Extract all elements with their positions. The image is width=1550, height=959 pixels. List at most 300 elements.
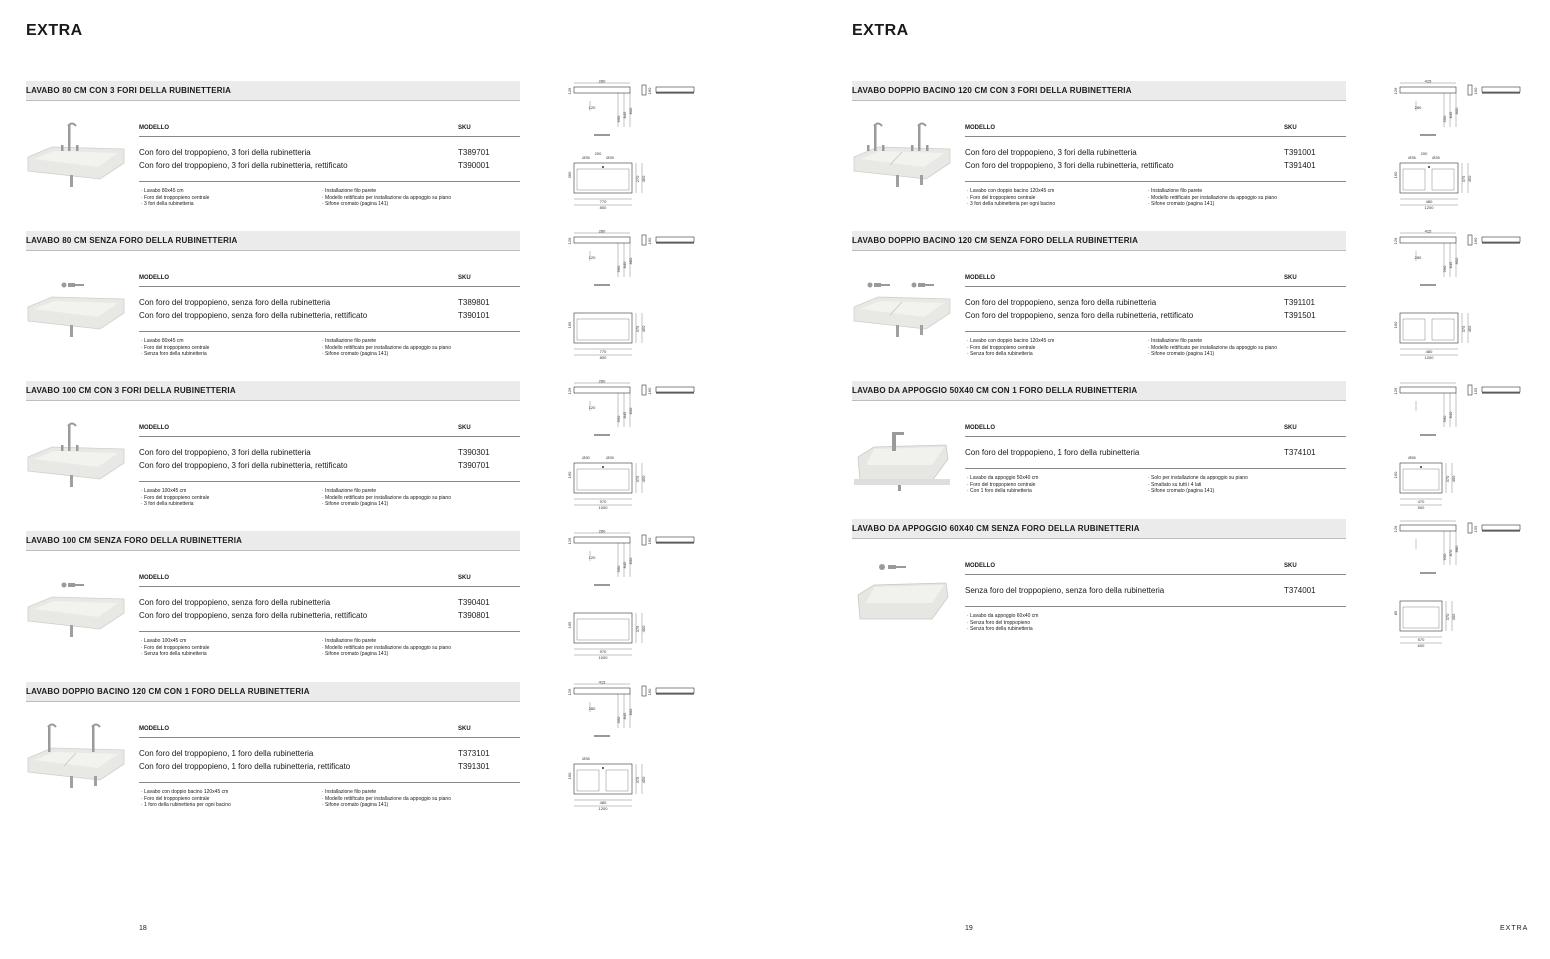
model-description: Con foro del troppopieno, 3 fori della rubinetteria <box>965 148 1137 157</box>
model-description: Con foro del troppopieno, 3 fori della rubinetteria, rettificato <box>139 161 348 170</box>
dimension-label: 160 <box>1393 321 1398 329</box>
header-divider <box>139 286 520 287</box>
product-image <box>852 119 952 191</box>
column-header-sku: SKU <box>458 726 471 732</box>
dimension-label: 126 <box>1393 525 1398 533</box>
product-section <box>852 519 1346 659</box>
dimension-label: 160 <box>647 688 652 696</box>
sku-code: T390001 <box>458 161 490 170</box>
product-section <box>26 531 520 671</box>
dimension-label: 450 <box>1467 325 1472 333</box>
column-header-model: MODELLO <box>139 726 169 732</box>
feature-item: · Solo per installazione da appoggio su piano <box>1148 475 1248 481</box>
column-header-sku: SKU <box>458 275 471 281</box>
dimension-label: 165 <box>567 321 572 329</box>
dimension-label: 126 <box>567 387 572 395</box>
dimension-label: 160 <box>1393 471 1398 479</box>
side-view-drawing <box>1393 521 1520 573</box>
feature-item: · Installazione filo parete <box>322 188 377 194</box>
section-header <box>852 519 1346 539</box>
sku-code: T391401 <box>1284 161 1316 170</box>
dimension-label: 85 <box>1393 610 1398 616</box>
dimension-label: 126 <box>567 237 572 245</box>
faucet-icon <box>867 124 929 152</box>
dimension-label: 800 <box>628 708 633 716</box>
table-divider <box>965 181 1346 182</box>
feature-item: · Foro del troppopieno centrale <box>141 344 210 351</box>
running-footer: EXTRA <box>1500 925 1529 932</box>
dimension-label: 160 <box>647 237 652 245</box>
technical-drawing <box>560 79 700 213</box>
plan-view-drawing <box>567 756 646 811</box>
dimension-label: 500 <box>1417 505 1425 510</box>
dimension-label: 845 <box>622 111 627 119</box>
technical-drawing <box>1386 79 1526 213</box>
wall-spout-icon <box>62 283 85 288</box>
table-row <box>965 298 1346 310</box>
model-description: Con foro del troppopieno, senza foro della rubinetteria, rettificato <box>139 611 368 620</box>
feature-item: · Lavabo 80x45 cm <box>141 338 184 344</box>
dimension-label: 1200 <box>1424 355 1434 360</box>
dimension-label: 415 <box>598 680 606 685</box>
dimension-label: 450 <box>641 175 646 183</box>
dimension-label: 1200 <box>598 806 608 811</box>
features-list-right <box>322 789 451 809</box>
dimension-label: 370 <box>1445 613 1450 621</box>
model-description: Con foro del troppopieno, senza foro della rubinetteria <box>139 598 331 607</box>
table-row <box>139 298 520 310</box>
section-title: LAVABO DA APPOGGIO 60X40 CM SENZA FORO DELLA RUBINETTERIA <box>852 524 1140 533</box>
feature-item: · Lavabo con doppio bacino 120x45 cm <box>141 789 229 795</box>
table-divider <box>139 782 520 783</box>
dimension-label: 160 <box>647 387 652 395</box>
plan-view-drawing <box>1393 455 1456 510</box>
dimension-label: Ø39 <box>606 155 614 160</box>
model-description: Con foro del troppopieno, 1 foro della rubinetteria <box>965 448 1140 457</box>
side-view-drawing <box>567 680 694 736</box>
dimension-label: 470 <box>1417 499 1425 504</box>
dimension-label: 450 <box>641 776 646 784</box>
section-title: LAVABO 80 CM SENZA FORO DELLA RUBINETTERIA <box>26 236 238 245</box>
dimension-label: 970 <box>599 649 607 654</box>
product-section <box>852 381 1346 521</box>
product-image <box>852 557 952 629</box>
table-row <box>139 311 520 323</box>
model-description: Con foro del troppopieno, senza foro della rubinetteria <box>965 298 1157 307</box>
basin-body <box>854 297 950 337</box>
feature-item: · 3 fori della rubinetteria <box>141 501 194 507</box>
dimension-label: 880 <box>1454 545 1459 553</box>
dimension-label: 165 <box>567 621 572 629</box>
sku-code: T390701 <box>458 461 490 470</box>
sku-code: T374101 <box>1284 448 1316 457</box>
table-row <box>139 148 520 160</box>
model-description: Con foro del troppopieno, 1 foro della rubinetteria, rettificato <box>139 762 351 771</box>
features-list-left <box>967 475 1038 495</box>
header-divider <box>139 586 520 587</box>
technical-drawing <box>560 229 700 363</box>
product-image <box>852 269 952 341</box>
features-list-right <box>1148 188 1277 208</box>
feature-item: · Senza foro della rubinetteria <box>967 626 1033 632</box>
dimension-label: 845 <box>622 411 627 419</box>
table-divider <box>139 331 520 332</box>
basin-body <box>28 447 124 487</box>
column-header-sku: SKU <box>1284 563 1297 569</box>
table-row <box>965 161 1346 173</box>
sku-code: T390801 <box>458 611 490 620</box>
feature-item: · Con 1 foro della rubinetteria <box>967 488 1032 494</box>
sku-code: T390301 <box>458 448 490 457</box>
column-header-model: MODELLO <box>139 575 169 581</box>
dimension-label: 450 <box>1467 175 1472 183</box>
dimension-label: 360 <box>567 171 572 179</box>
dimension-label: 120 <box>588 555 596 560</box>
features-list-left <box>141 789 231 809</box>
plan-view-drawing <box>567 313 646 360</box>
dimension-label: 570 <box>1417 637 1425 642</box>
features-list-right <box>322 338 451 358</box>
dimension-label: 590 <box>616 415 621 423</box>
feature-item: · Sifone cromato (pagina 141) <box>322 501 389 507</box>
dimension-label: 160 <box>1393 171 1398 179</box>
header-divider <box>965 436 1346 437</box>
dimension-label: 126 <box>567 87 572 95</box>
product-image <box>26 419 126 491</box>
sku-code: T390101 <box>458 311 490 320</box>
page-number: 18 <box>139 925 147 932</box>
dimension-label: Ø55 <box>1408 455 1416 460</box>
faucet-icon <box>61 124 79 152</box>
dimension-label: 590 <box>616 265 621 273</box>
model-description: Con foro del troppopieno, senza foro della rubinetteria <box>139 298 331 307</box>
feature-item: · Sifone cromato (pagina 141) <box>1148 488 1215 494</box>
section-header <box>26 381 520 401</box>
feature-item: · Sifone cromato (pagina 141) <box>322 201 389 207</box>
dimension-label: 160 <box>567 471 572 479</box>
features-list-left <box>967 338 1054 358</box>
technical-drawing <box>1386 229 1526 363</box>
dimension-label: 375 <box>1461 325 1466 333</box>
dimension-label: 280 <box>598 79 606 84</box>
dimension-label: 126 <box>567 537 572 545</box>
dimension-label: 375 <box>1461 175 1466 183</box>
section-title: LAVABO DOPPIO BACINO 120 CM SENZA FORO DELLA RUBINETTERIA <box>852 236 1139 245</box>
dimension-label: 800 <box>599 355 607 360</box>
dimension-label: 450 <box>641 475 646 483</box>
dimension-label: 415 <box>1424 229 1432 234</box>
table-row <box>139 762 520 774</box>
feature-item: · Foro del troppopieno centrale <box>141 644 210 651</box>
side-view-drawing <box>567 529 694 585</box>
dimension-label: 200 <box>594 151 602 156</box>
feature-item: · Lavabo con doppio bacino 120x45 cm <box>967 188 1055 194</box>
dimension-label: Ø30 <box>582 455 590 460</box>
dimension-label: 450 <box>641 625 646 633</box>
basin-body <box>28 597 124 637</box>
dimension-label: 415 <box>1424 79 1432 84</box>
table-divider <box>139 481 520 482</box>
faucet-icon <box>61 424 79 452</box>
plan-view-drawing <box>1393 601 1456 648</box>
dimension-label: 126 <box>1393 387 1398 395</box>
wall-spout-icon <box>62 583 85 588</box>
column-header-sku: SKU <box>458 575 471 581</box>
table-row <box>139 161 520 173</box>
feature-item: · Sifone cromato (pagina 141) <box>322 802 389 808</box>
table-row <box>965 448 1346 460</box>
side-view-drawing <box>1393 229 1520 285</box>
dimension-label: 375 <box>635 325 640 333</box>
right-page <box>826 0 1550 959</box>
section-title: LAVABO DOPPIO BACINO 120 CM CON 3 FORI DELLA RUBINETTERIA <box>852 86 1132 95</box>
dimension-label: Ø39 <box>1432 155 1440 160</box>
dimension-label: 800 <box>599 205 607 210</box>
dimension-label: 800 <box>1454 257 1459 265</box>
dimension-label: 480 <box>1425 349 1433 354</box>
dimension-label: 590 <box>1442 115 1447 123</box>
feature-item: · Foro del troppopieno centrale <box>141 194 210 201</box>
side-view-drawing <box>1393 79 1520 135</box>
features-list-right <box>322 638 451 658</box>
technical-drawing <box>560 680 700 814</box>
column-header-model: MODELLO <box>965 125 995 131</box>
feature-item: · Senza foro della rubinetteria <box>141 651 207 657</box>
table-row <box>139 461 520 473</box>
section-header <box>26 682 520 702</box>
feature-item: · Foro del troppopieno centrale <box>967 481 1036 488</box>
feature-item: · Foro del troppopieno centrale <box>141 795 210 802</box>
sku-code: T391301 <box>458 762 490 771</box>
header-divider <box>139 737 520 738</box>
dimension-label: 870 <box>1448 549 1453 557</box>
feature-item: · Foro del troppopieno centrale <box>967 344 1036 351</box>
dimension-label: 480 <box>599 800 607 805</box>
features-list-left <box>141 338 209 358</box>
dimension-label: 590 <box>616 565 621 573</box>
column-header-sku: SKU <box>458 125 471 131</box>
feature-item: · Lavabo da appoggio 60x40 cm <box>967 613 1039 619</box>
sku-code: T391101 <box>1284 298 1315 307</box>
table-divider <box>965 468 1346 469</box>
plan-view-drawing <box>1393 151 1472 210</box>
sku-code: T374001 <box>1284 586 1316 595</box>
model-description: Con foro del troppopieno, senza foro della rubinetteria, rettificato <box>139 311 368 320</box>
dimension-label: 155 <box>1473 525 1478 533</box>
feature-item: · Lavabo da appoggio 50x40 cm <box>967 475 1039 481</box>
page-number: 19 <box>965 925 973 932</box>
table-row <box>965 586 1346 598</box>
dimension-label: 280 <box>598 379 606 384</box>
product-section <box>26 682 520 822</box>
side-view-drawing <box>567 79 694 135</box>
basin-body <box>858 583 948 619</box>
dimension-label: 845 <box>1448 261 1453 269</box>
sku-code: T389801 <box>458 298 490 307</box>
model-description: Senza foro del troppopieno, senza foro della rubinetteria <box>965 586 1165 595</box>
column-header-sku: SKU <box>1284 125 1297 131</box>
section-title: LAVABO 100 CM CON 3 FORI DELLA RUBINETTERIA <box>26 386 236 395</box>
dimension-label: 590 <box>1442 265 1447 273</box>
dimension-label: 280 <box>1414 105 1422 110</box>
wall-spout-icon <box>868 283 935 288</box>
plan-view-drawing <box>1393 313 1472 360</box>
dimension-label: 126 <box>1393 87 1398 95</box>
dimension-label: 1000 <box>598 655 608 660</box>
feature-item: · Senza foro della rubinetteria <box>967 351 1033 357</box>
product-section <box>852 231 1346 371</box>
dimension-label: 845 <box>622 712 627 720</box>
product-image <box>26 269 126 341</box>
feature-item: · Modello rettificato per installazione da appoggio su piano <box>1148 194 1277 201</box>
dimension-label: 126 <box>567 688 572 696</box>
features-list-left <box>141 488 209 508</box>
column-header-model: MODELLO <box>965 275 995 281</box>
dimension-label: 200 <box>1420 151 1428 156</box>
plan-view-drawing <box>567 151 646 210</box>
feature-item: · Lavabo 100x45 cm <box>141 638 187 644</box>
dimension-label: 270 <box>635 175 640 183</box>
feature-item: · Lavabo 80x45 cm <box>141 188 184 194</box>
sku-code: T391001 <box>1284 148 1316 157</box>
table-row <box>139 611 520 623</box>
feature-item: · Modello rettificato per installazione da appoggio su piano <box>322 344 451 351</box>
feature-item: · Installazione filo parete <box>322 789 377 795</box>
basin-body <box>854 147 950 187</box>
basin-body <box>28 297 124 337</box>
page-title: EXTRA <box>852 22 909 39</box>
dimension-label: 375 <box>635 776 640 784</box>
sku-code: T391501 <box>1284 311 1316 320</box>
dimension-label: 830 <box>628 407 633 415</box>
feature-item: · Lavabo con doppio bacino 120x45 cm <box>967 338 1055 344</box>
dimension-label: 600 <box>1417 643 1425 648</box>
feature-item: · Smaltato su tutti i 4 lati <box>1148 481 1202 488</box>
features-list-right <box>1148 475 1248 495</box>
product-section <box>26 381 520 521</box>
dimension-label: 1200 <box>1424 205 1434 210</box>
feature-item: · Installazione filo parete <box>322 338 377 344</box>
dimension-label: 120 <box>588 405 596 410</box>
column-header-model: MODELLO <box>139 425 169 431</box>
table-row <box>965 311 1346 323</box>
dimension-label: Ø35 <box>1408 155 1416 160</box>
feature-item: · Modello rettificato per installazione da appoggio su piano <box>322 644 451 651</box>
column-header-model: MODELLO <box>965 563 995 569</box>
dimension-label: 120 <box>588 255 596 260</box>
dimension-label: 160 <box>647 87 652 95</box>
feature-item: · Lavabo 100x45 cm <box>141 488 187 494</box>
table-divider <box>965 606 1346 607</box>
dimension-label: 160 <box>1473 237 1478 245</box>
feature-item: · Installazione filo parete <box>1148 338 1203 344</box>
technical-drawing <box>1386 379 1526 513</box>
feature-item: · Sifone cromato (pagina 141) <box>322 351 389 357</box>
model-description: Con foro del troppopieno, 3 fori della rubinetteria, rettificato <box>965 161 1174 170</box>
features-list-left <box>967 613 1038 633</box>
column-header-model: MODELLO <box>965 425 995 431</box>
plan-view-drawing <box>567 455 646 510</box>
technical-drawing <box>560 529 700 663</box>
product-section <box>26 231 520 371</box>
dimension-label: 590 <box>616 716 621 724</box>
sku-code: T373101 <box>458 749 490 758</box>
model-description: Con foro del troppopieno, senza foro della rubinetteria, rettificato <box>965 311 1194 320</box>
dimension-label: 830 <box>628 557 633 565</box>
features-list-left <box>141 638 209 658</box>
column-header-model: MODELLO <box>139 275 169 281</box>
feature-item: · Installazione filo parete <box>322 488 377 494</box>
feature-item: · Sifone cromato (pagina 141) <box>1148 351 1215 357</box>
model-description: Con foro del troppopieno, 3 fori della rubinetteria, rettificato <box>139 461 348 470</box>
dimension-label: 770 <box>599 349 607 354</box>
features-list-right <box>1148 338 1277 358</box>
header-divider <box>965 136 1346 137</box>
section-title: LAVABO DOPPIO BACINO 120 CM CON 1 FORO DELLA RUBINETTERIA <box>26 687 310 696</box>
column-header-model: MODELLO <box>139 125 169 131</box>
dimension-label: Ø39 <box>606 455 614 460</box>
dimension-label: 370 <box>1445 475 1450 483</box>
dimension-label: 400 <box>1451 613 1456 621</box>
feature-item: · 3 fori della rubinetteria <box>141 201 194 207</box>
dimension-label: 280 <box>598 229 606 234</box>
dimension-label: 970 <box>599 499 607 504</box>
dimension-label: 375 <box>635 475 640 483</box>
model-description: Con foro del troppopieno, 3 fori della rubinetteria <box>139 148 311 157</box>
features-list-right <box>322 188 451 208</box>
model-description: Con foro del troppopieno, 1 foro della rubinetteria <box>139 749 314 758</box>
dimension-label: 845 <box>1448 111 1453 119</box>
basin-body <box>28 147 124 187</box>
feature-item: · Sifone cromato (pagina 141) <box>1148 201 1215 207</box>
dimension-label: 280 <box>598 529 606 534</box>
dimension-label: 800 <box>628 107 633 115</box>
dimension-label: Ø35 <box>582 155 590 160</box>
side-view-drawing <box>567 229 694 285</box>
feature-item: · Sifone cromato (pagina 141) <box>322 651 389 657</box>
sku-code: T390401 <box>458 598 490 607</box>
dimension-label: 770 <box>599 199 607 204</box>
table-row <box>965 148 1346 160</box>
dimension-label: 690 <box>616 115 621 123</box>
feature-item: · Foro del troppopieno centrale <box>141 494 210 501</box>
header-divider <box>139 436 520 437</box>
section-title: LAVABO 100 CM SENZA FORO DELLA RUBINETTERIA <box>26 536 243 545</box>
dimension-label: 280 <box>1414 255 1422 260</box>
dimension-label: 160 <box>1473 87 1478 95</box>
column-header-sku: SKU <box>1284 275 1297 281</box>
model-description: Con foro del troppopieno, 3 fori della rubinetteria <box>139 448 311 457</box>
side-view-drawing <box>1393 383 1520 435</box>
basin-body <box>28 748 124 788</box>
section-header <box>852 81 1346 101</box>
column-header-sku: SKU <box>1284 425 1297 431</box>
product-image <box>26 569 126 641</box>
section-header <box>26 81 520 101</box>
table-divider <box>139 631 520 632</box>
feature-item: · Foro del troppopieno centrale <box>967 194 1036 201</box>
dimension-label: 400 <box>1451 475 1456 483</box>
dimension-label: 160 <box>647 537 652 545</box>
product-section <box>852 81 1346 221</box>
dimension-label: 800 <box>1454 107 1459 115</box>
table-divider <box>139 181 520 182</box>
dimension-label: 880 <box>628 257 633 265</box>
dimension-label: 155 <box>1473 387 1478 395</box>
dimension-label: 120 <box>588 105 596 110</box>
features-list-right <box>322 488 451 508</box>
header-divider <box>965 286 1346 287</box>
